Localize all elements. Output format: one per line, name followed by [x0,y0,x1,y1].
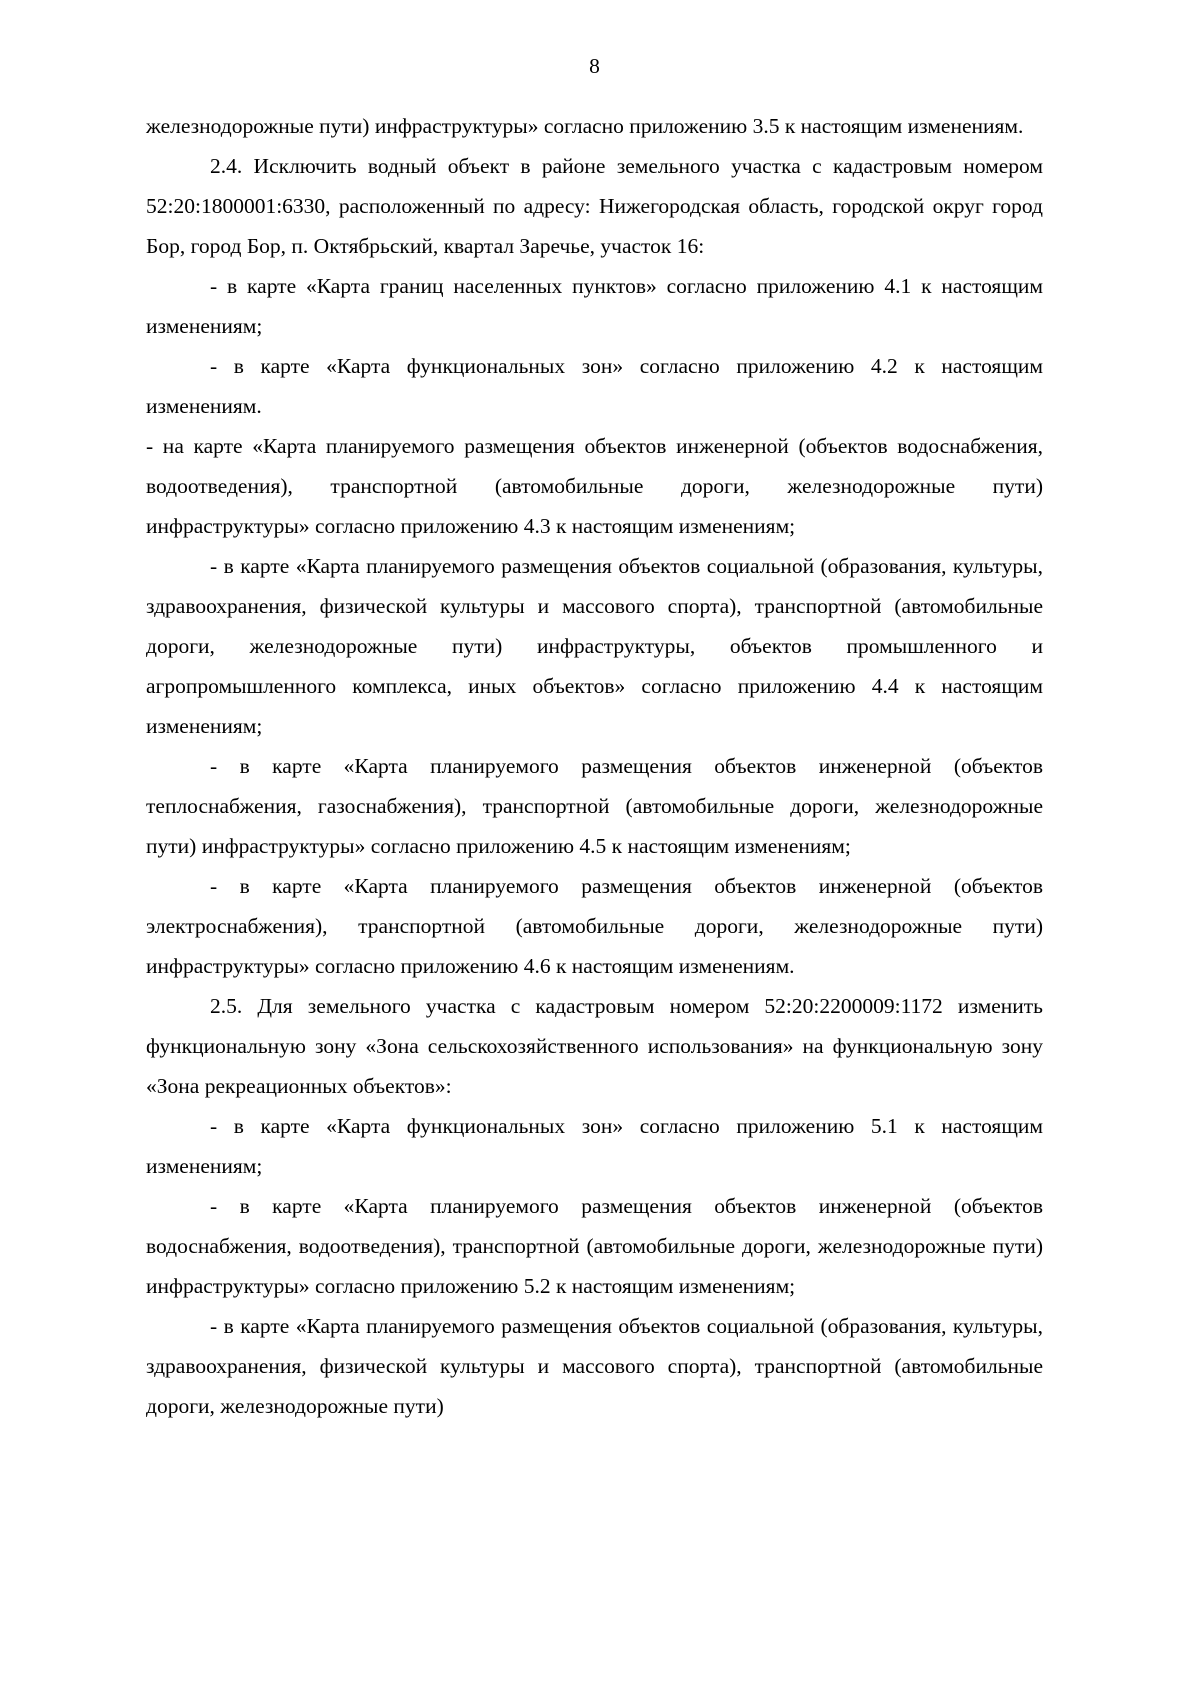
page-number: 8 [589,54,600,78]
paragraph: - в карте «Карта планируемого размещения объектов социальной (образования, культуры, здравоохранения, физической культуры и массового спорта), транспортной (автомобильные дороги, железнодорожные пути) [146,1314,1043,1418]
paragraph: железнодорожные пути) инфраструктуры» согласно приложению 3.5 к настоящим изменениям. [146,114,1024,138]
paragraph: - в карте «Карта границ населенных пунктов» согласно приложению 4.1 к настоящим изменениям; [146,274,1043,338]
paragraph: 2.5. Для земельного участка с кадастровым номером 52:20:2200009:1172 изменить функциональную зону «Зона сельскохозяйственного использования» на функциональную зону «Зона рекреационных объектов»: [146,994,1043,1098]
paragraph: - в карте «Карта планируемого размещения объектов инженерной (объектов электроснабжения), транспортной (автомобильные дороги, железнодорожные пути) инфраструктуры» согласно приложению 4.6 к настоящим изменениям. [146,874,1043,978]
paragraph: - в карте «Карта функциональных зон» согласно приложению 4.2 к настоящим изменениям. [146,354,1043,418]
paragraph: - в карте «Карта планируемого размещения объектов социальной (образования, культуры, здравоохранения, физической культуры и массового спорта), транспортной (автомобильные дороги, железнодорожные пути) инфраструктуры, объектов промышленного и агропромышленного комплекса, иных объектов» согласно приложению 4.4 к настоящим изменениям; [146,554,1043,738]
paragraph: - на карте «Карта планируемого размещения объектов инженерной (объектов водоснабжения, водоотведения), транспортной (автомобильные дороги, железнодорожные пути) инфраструктуры» согласно приложению 4.3 к настоящим изменениям; [146,434,1043,538]
paragraph: 2.4. Исключить водный объект в районе земельного участка с кадастровым номером 52:20:1800001:6330, расположенный по адресу: Нижегородская область, городской округ город Бор, город Бор, п. Октябрьский, квартал Заречье, участок 16: [146,154,1043,258]
paragraph: - в карте «Карта функциональных зон» согласно приложению 5.1 к настоящим изменениям; [146,1114,1043,1178]
paragraph: - в карте «Карта планируемого размещения объектов инженерной (объектов теплоснабжения, газоснабжения), транспортной (автомобильные дороги, железнодорожные пути) инфраструктуры» согласно приложению 4.5 к настоящим изменениям; [146,754,1043,858]
paragraph: - в карте «Карта планируемого размещения объектов инженерной (объектов водоснабжения, водоотведения), транспортной (автомобильные дороги, железнодорожные пути) инфраструктуры» согласно приложению 5.2 к настоящим изменениям; [146,1194,1043,1298]
